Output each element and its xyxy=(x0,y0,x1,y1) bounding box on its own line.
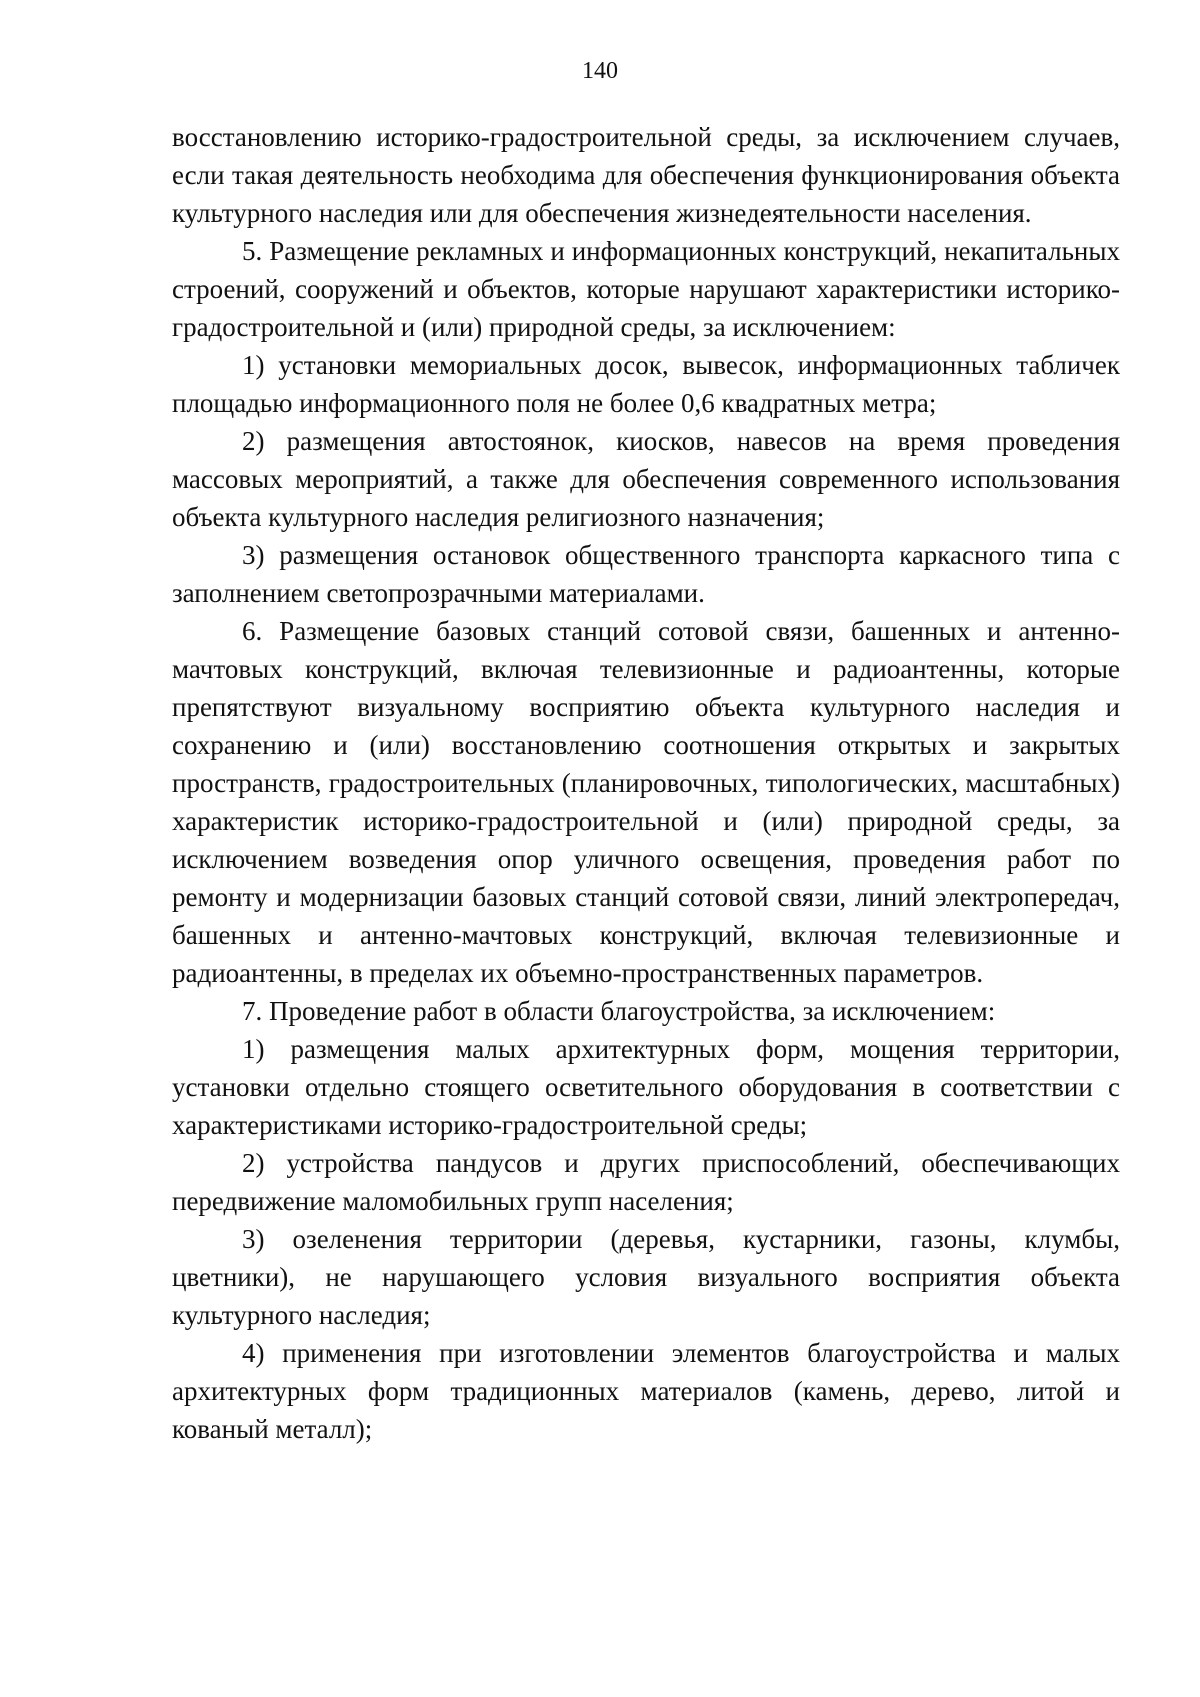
paragraph-item-7: 7. Проведение работ в области благоустройства, за исключением: xyxy=(242,996,996,1026)
page-number: 140 xyxy=(582,58,618,84)
paragraph-item-7-4: 4) применения при изготовлении элементов благоустройства и малых архитектурных форм традиционных материалов (камень, дерево, литой и кованый металл); xyxy=(172,1338,1120,1444)
paragraph-item-5-1: 1) установки мемориальных досок, вывесок, информационных табличек площадью информационного поля не более 0,6 квадратных метра; xyxy=(172,350,1120,418)
paragraph-item-7-1: 1) размещения малых архитектурных форм, мощения территории, установки отдельно стоящего осветительного оборудования в соответствии с характеристиками историко-градостроительной среды; xyxy=(172,1034,1120,1140)
paragraph-item-5-2: 2) размещения автостоянок, киосков, навесов на время проведения массовых мероприятий, а также для обеспечения современного использования объекта культурного наследия религиозного назначения; xyxy=(172,426,1120,532)
paragraph-item-7-2: 2) устройства пандусов и других приспособлений, обеспечивающих передвижение маломобильных групп населения; xyxy=(172,1148,1120,1216)
paragraph-continuation: восстановлению историко-градостроительной среды, за исключением случаев, если такая деятельность необходима для обеспечения функционирования объекта культурного наследия или для обеспечения жизнедеятельности населения. xyxy=(172,122,1120,228)
paragraph-item-6: 6. Размещение базовых станций сотовой связи, башенных и антенно-мачтовых конструкций, включая телевизионные и радиоантенны, которые препятствуют визуальному восприятию объекта культурного наследия и сохранению и (или) восстановлению соотношения открытых и закрытых пространств, градостроительных (планировочных, типологических, масштабных) характеристик историко-градостроительной и (или) природной среды, за исключением возведения опор уличного освещения, проведения работ по ремонту и модернизации базовых станций сотовой связи, линий электропередач, башенных и антенно-мачтовых конструкций, включая телевизионные и радиоантенны, в пределах их объемно-пространственных параметров. xyxy=(172,616,1120,988)
paragraph-item-5: 5. Размещение рекламных и информационных конструкций, некапитальных строений, сооружений и объектов, которые нарушают характеристики историко-градостроительной и (или) природной среды, за исключением: xyxy=(172,236,1120,342)
paragraph-item-5-3: 3) размещения остановок общественного транспорта каркасного типа с заполнением светопрозрачными материалами. xyxy=(172,540,1120,608)
paragraph-item-7-3: 3) озеленения территории (деревья, кустарники, газоны, клумбы, цветники), не нарушающего условия визуального восприятия объекта культурного наследия; xyxy=(172,1224,1120,1330)
document-body xyxy=(172,118,1120,1448)
